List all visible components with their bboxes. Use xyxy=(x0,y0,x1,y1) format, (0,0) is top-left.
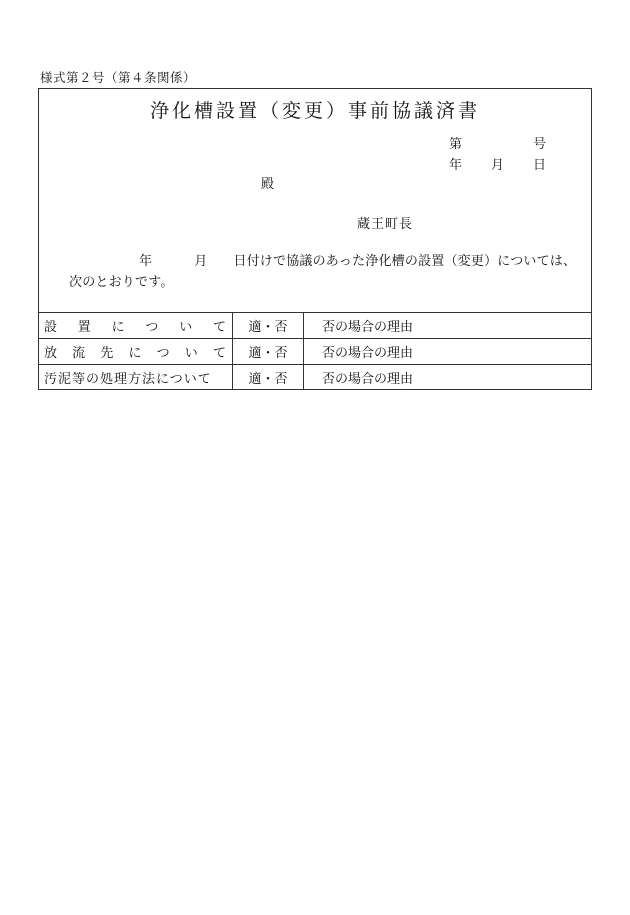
table-row xyxy=(39,313,591,339)
judge-cell: 適・否 xyxy=(233,313,304,339)
document-frame xyxy=(38,88,592,390)
item-sludge: 汚泥等の処理方法について xyxy=(39,365,233,391)
date-month: 月 xyxy=(491,158,505,173)
date-day: 日 xyxy=(533,158,547,173)
date-year: 年 xyxy=(449,158,463,173)
reason-cell: 否の場合の理由 xyxy=(304,365,592,391)
body-line1-rest: 日付けで協議のあった浄化槽の設置（変更）については、 xyxy=(233,254,577,269)
doc-number-prefix: 第 xyxy=(449,137,463,152)
document-title: 浄化槽設置（変更）事前協議済書 xyxy=(149,100,480,122)
item-discharge: 放 流 先 に つ い て xyxy=(39,339,233,365)
check-table xyxy=(39,312,591,390)
judge-cell: 適・否 xyxy=(233,365,304,391)
doc-number-suffix: 号 xyxy=(533,137,547,152)
reason-cell: 否の場合の理由 xyxy=(304,339,592,365)
item-installation: 設 置 に つ い て xyxy=(39,313,233,339)
body-month: 月 xyxy=(194,254,208,269)
addressee: 殿 xyxy=(261,177,275,192)
body-text xyxy=(69,251,579,293)
table-row xyxy=(39,339,591,365)
reason-cell: 否の場合の理由 xyxy=(304,313,592,339)
table-row xyxy=(39,365,591,391)
body-line-1 xyxy=(69,251,579,272)
judge-cell: 適・否 xyxy=(233,339,304,365)
body-year: 年 xyxy=(139,254,153,269)
form-number: 様式第２号（第４条関係） xyxy=(40,70,197,85)
issuer: 蔵王町長 xyxy=(357,217,414,232)
body-line-2: 次のとおりです。 xyxy=(69,275,174,290)
